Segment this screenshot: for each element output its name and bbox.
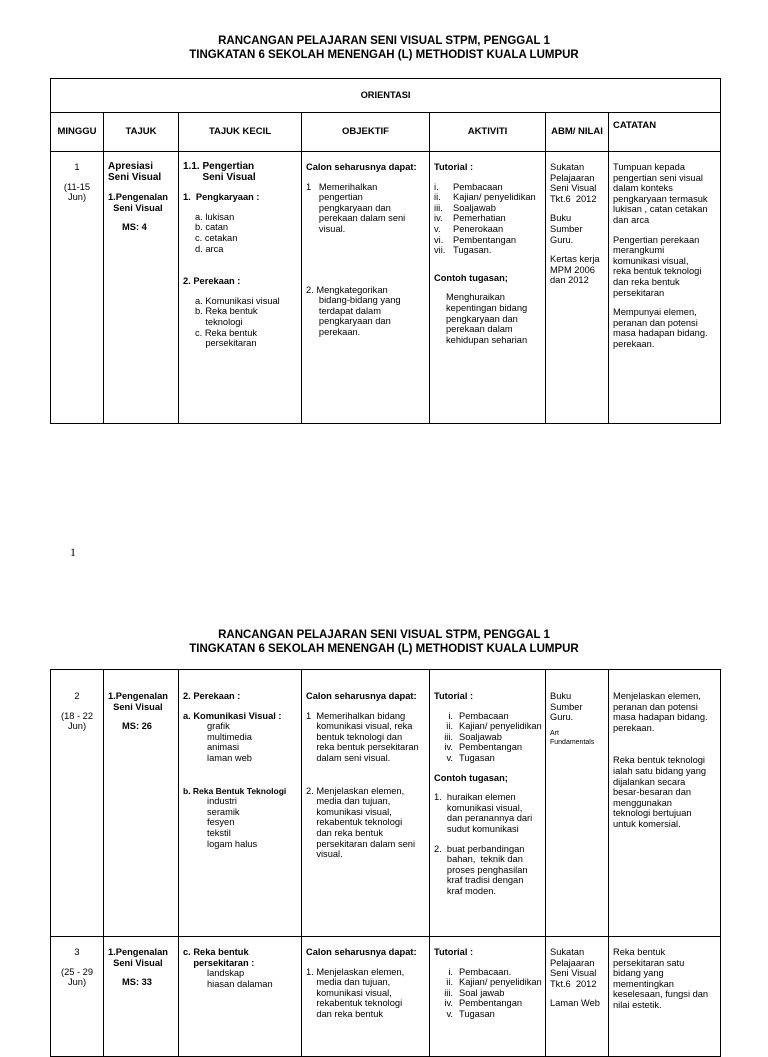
abm-2: Buku Sumber Guru. bbox=[550, 213, 583, 245]
table-row bbox=[51, 152, 721, 424]
header-aktiviti: AKTIVITI bbox=[430, 113, 546, 152]
objektif-1: 1 Memerihalkan bidang komunikasi visual, reka bentuk teknologi dan reka bentuk persekitaran dalam seni visual. bbox=[306, 710, 419, 763]
kecil-heading-1: 2. Perekaan : bbox=[183, 691, 241, 701]
aktiviti-cell bbox=[430, 670, 546, 937]
aktiviti-heading-2: Contoh tugasan; bbox=[434, 772, 508, 783]
week-number: 1 bbox=[74, 162, 80, 172]
catatan-1: Tumpuan kepada pengertian seni visual dalam konteks pengkaryaan termasuk lukisan , catan cetakan dan arca bbox=[613, 162, 708, 225]
abm-cell bbox=[546, 152, 609, 424]
page2-title-line2: TINGKATAN 6 SEKOLAH MENENGAH (L) METHODIST KUALA LUMPUR bbox=[189, 643, 579, 655]
list-item: hiasan dalaman bbox=[207, 978, 273, 989]
list-marker: vi. bbox=[434, 234, 444, 245]
list-marker: iii. bbox=[444, 987, 453, 998]
catatan-cell bbox=[609, 670, 721, 937]
header-catatan: CATATAN bbox=[609, 113, 721, 152]
week-number: 3 bbox=[74, 947, 80, 957]
header-tajuk-kecil: TAJUK KECIL bbox=[179, 113, 302, 152]
catatan-3: Mempunyai elemen, peranan dan potensi masa hadapan bidang. perekaan. bbox=[613, 307, 708, 349]
list-item: Pembentangan bbox=[459, 742, 523, 753]
header-objektif: OBJEKTIF bbox=[302, 113, 430, 152]
objektif-2: 2. Mengkategorikan bidang-bidang yang terdapat dalam pengkaryaan dan perekaan. bbox=[306, 284, 401, 337]
list-item: Pembentangan bbox=[453, 234, 517, 245]
catatan-2: Reka bentuk teknologi ialah satu bidang yang dijalankan secara besar-besaran dan menggunakan teknologi bertujuan untuk komersial. bbox=[613, 755, 707, 829]
page-number: 1 bbox=[70, 545, 76, 559]
abm-cell bbox=[546, 670, 609, 937]
tajuk-ms: MS: 26 bbox=[122, 721, 152, 732]
list-marker: v. bbox=[446, 1008, 453, 1019]
list-item: b. catan bbox=[195, 222, 229, 233]
page-title-line2: TINGKATAN 6 SEKOLAH MENENGAH (L) METHODIST KUALA LUMPUR bbox=[189, 49, 579, 61]
kecil-heading-2: 1. Pengkaryaan : bbox=[183, 192, 260, 203]
list-marker: ii. bbox=[446, 721, 453, 732]
list-item: Soaljawab bbox=[453, 202, 496, 213]
aktiviti-cell bbox=[430, 937, 546, 1057]
aktiviti-heading: Tutorial : bbox=[434, 691, 474, 701]
list-item: seramik bbox=[207, 806, 240, 817]
week-number: 2 bbox=[74, 691, 80, 701]
catatan-cell bbox=[609, 152, 721, 424]
list-item: animasi bbox=[207, 742, 240, 753]
kecil-heading-3: 2. Perekaan : bbox=[183, 276, 241, 287]
aktiviti-cell bbox=[430, 152, 546, 424]
aktiviti-list bbox=[434, 182, 541, 256]
catatan-2: Pengertian perekaan merangkumi komunikasi visual, reka bentuk teknologi dan reka bentuk persekitaran bbox=[613, 234, 702, 298]
list-marker: i. bbox=[434, 181, 439, 192]
list-marker: i. bbox=[448, 710, 453, 721]
list-marker: i. bbox=[448, 966, 453, 977]
week-cell bbox=[51, 670, 104, 937]
tajuk-cell bbox=[104, 670, 179, 937]
aktiviti-list bbox=[434, 967, 541, 1020]
objektif-cell bbox=[302, 937, 430, 1057]
objektif-heading: Calon seharusnya dapat: bbox=[306, 162, 417, 172]
list-item: grafik bbox=[207, 721, 230, 732]
tajuk-cell bbox=[104, 152, 179, 424]
list-item: multimedia bbox=[207, 731, 252, 742]
tajuk-ms: MS: 4 bbox=[122, 222, 147, 233]
tajuk-kecil-cell bbox=[179, 152, 302, 424]
header-abm-nilai: ABM/ NILAI bbox=[546, 113, 609, 152]
abm-2: Laman Web bbox=[550, 998, 600, 1009]
list-marker: vii. bbox=[434, 245, 446, 256]
list-marker: ii. bbox=[446, 977, 453, 988]
list-marker: iv. bbox=[444, 998, 453, 1009]
section-orientasi: ORIENTASI bbox=[51, 79, 721, 113]
abm-3: Kertas kerja MPM 2006 dan 2012 bbox=[550, 254, 600, 286]
abm-small: Art Fundamentals bbox=[550, 729, 595, 746]
list-item: c. cetakan bbox=[195, 232, 238, 243]
tajuk-kecil-cell bbox=[179, 937, 302, 1057]
list-item: Tugasan. bbox=[453, 245, 492, 256]
list-item: d. arca bbox=[195, 243, 224, 254]
list-item: Tugasan bbox=[459, 752, 495, 763]
kecil-heading-2: a. Komunikasi Visual : bbox=[183, 710, 282, 721]
tajuk-subtitle: 1.Pengenalan Seni Visual bbox=[108, 192, 168, 213]
aktiviti-text: Menghuraikan kepentingan bidang pengkaryaan dan perekaan dalam kehidupan seharian bbox=[446, 292, 528, 345]
header-tajuk: TAJUK bbox=[104, 113, 179, 152]
objektif-1: 1. Menjelaskan elemen, media dan tujuan, komunikasi visual, rekabentuk teknologi dan reka bentuk bbox=[306, 966, 405, 1019]
objektif-cell bbox=[302, 670, 430, 937]
tajuk-kecil-cell bbox=[179, 670, 302, 937]
abm-1: Sukatan Pelajaaran Seni Visual Tkt.6 2012 bbox=[550, 947, 597, 989]
catatan-1: Reka bentuk persekitaran satu bidang yang mementingkan keselesaan, fungsi dan nilai estetik. bbox=[613, 947, 709, 1010]
list-marker: iii. bbox=[434, 202, 443, 213]
kecil-heading-3: b. Reka Bentuk Teknologi bbox=[183, 785, 287, 796]
table-row bbox=[51, 670, 721, 937]
week-cell bbox=[51, 152, 104, 424]
aktiviti-heading-2: Contoh tugasan; bbox=[434, 272, 508, 283]
aktiviti-heading: Tutorial : bbox=[434, 162, 474, 172]
list-item: laman web bbox=[207, 752, 252, 763]
aktiviti-2: 2. buat perbandingan bahan, teknik dan proses penghasilan kraf tradisi dengan kraf moden. bbox=[434, 843, 528, 896]
week-dates: (18 - 22 Jun) bbox=[60, 710, 94, 732]
table-row bbox=[51, 937, 721, 1057]
list-item: landskap bbox=[207, 968, 245, 979]
tajuk-cell bbox=[104, 937, 179, 1057]
list-item: fesyen bbox=[207, 817, 235, 828]
objektif-heading: Calon seharusnya dapat: bbox=[306, 947, 417, 957]
lesson-plan-table-page2 bbox=[50, 669, 721, 1057]
tajuk-subtitle: 1.Pengenalan Seni Visual bbox=[108, 947, 168, 968]
lesson-plan-table-page1 bbox=[50, 78, 721, 424]
header-minggu: MINGGU bbox=[51, 113, 104, 152]
catatan-1: Menjelaskan elemen, peranan dan potensi masa hadapan bidang. perekaan. bbox=[613, 691, 708, 733]
tajuk-ms: MS: 33 bbox=[122, 977, 152, 988]
aktiviti-list bbox=[434, 711, 541, 764]
week-dates: (25 - 29 Jun) bbox=[60, 966, 94, 988]
tajuk-title: Apresiasi Seni Visual bbox=[108, 161, 162, 183]
list-item: logam halus bbox=[207, 838, 258, 849]
list-item: Tugasan bbox=[459, 1008, 495, 1019]
list-item: a. lukisan bbox=[195, 211, 235, 222]
list-item: a. Komunikasi visual bbox=[195, 295, 280, 306]
objektif-cell bbox=[302, 152, 430, 424]
list-item: Pembacaan bbox=[453, 181, 503, 192]
abm-1: Buku Sumber Guru. bbox=[550, 691, 583, 723]
list-item: tekstil bbox=[207, 827, 231, 838]
list-item: Penerokaan bbox=[453, 223, 504, 234]
catatan-cell bbox=[609, 937, 721, 1057]
list-item: c. Reka bentuk persekitaran bbox=[195, 327, 258, 349]
kecil-list-1 bbox=[183, 721, 297, 763]
kecil-heading-1: 1.1. Pengertian Seni Visual bbox=[183, 161, 256, 183]
list-marker: v. bbox=[434, 223, 441, 234]
list-item: Pembacaan bbox=[459, 710, 509, 721]
week-cell bbox=[51, 937, 104, 1057]
list-item: Kajian/ penyelidikan bbox=[459, 721, 542, 732]
week-dates: (11-15 Jun) bbox=[63, 181, 91, 203]
kecil-list-2 bbox=[183, 296, 297, 349]
header-row bbox=[51, 113, 721, 152]
kecil-list-1 bbox=[183, 968, 297, 989]
abm-cell bbox=[546, 937, 609, 1057]
list-item: Pembentangan bbox=[459, 998, 523, 1009]
aktiviti-1: 1. huraikan elemen komunikasi visual, dan peranannya dari sudut komunikasi bbox=[434, 792, 533, 834]
page-title-line1: RANCANGAN PELAJARAN SENI VISUAL STPM, PENGGAL 1 bbox=[218, 35, 550, 47]
objektif-2: 2. Menjelaskan elemen, media dan tujuan, komunikasi visual, rekabentuk teknologi dan reka bentuk persekitaran dalam seni visual. bbox=[306, 785, 416, 860]
objektif-heading: Calon seharusnya dapat: bbox=[306, 691, 417, 701]
list-item: Soaljawab bbox=[459, 731, 502, 742]
page2-title-line1: RANCANGAN PELAJARAN SENI VISUAL STPM, PENGGAL 1 bbox=[218, 629, 550, 641]
list-marker: iv. bbox=[434, 213, 443, 224]
list-item: Kajian/ penyelidikan bbox=[459, 977, 542, 988]
list-marker: iii. bbox=[444, 731, 453, 742]
kecil-heading-1: c. Reka bentuk persekitaran : bbox=[183, 947, 255, 968]
list-marker: v. bbox=[446, 752, 453, 763]
objektif-1: 1 Memerihalkan pengertian pengkaryaan dan perekaan dalam seni visual. bbox=[306, 181, 406, 234]
list-marker: iv. bbox=[444, 742, 453, 753]
kecil-list-2 bbox=[183, 796, 297, 849]
list-item: Soal jawab bbox=[459, 987, 505, 998]
abm-1: Sukatan Pelajaaran Seni Visual Tkt.6 2012 bbox=[550, 162, 597, 204]
list-item: Kajian/ penyelidikan bbox=[453, 192, 536, 203]
tajuk-subtitle: 1.Pengenalan Seni Visual bbox=[108, 691, 168, 712]
kecil-list-1 bbox=[183, 212, 297, 254]
list-item: Pemerhatian bbox=[453, 213, 506, 224]
list-item: Pembacaan. bbox=[459, 966, 512, 977]
list-marker: ii. bbox=[434, 192, 441, 203]
aktiviti-heading: Tutorial : bbox=[434, 947, 474, 957]
list-item: b. Reka bentuk teknologi bbox=[195, 306, 258, 327]
list-item: industri bbox=[207, 796, 237, 807]
